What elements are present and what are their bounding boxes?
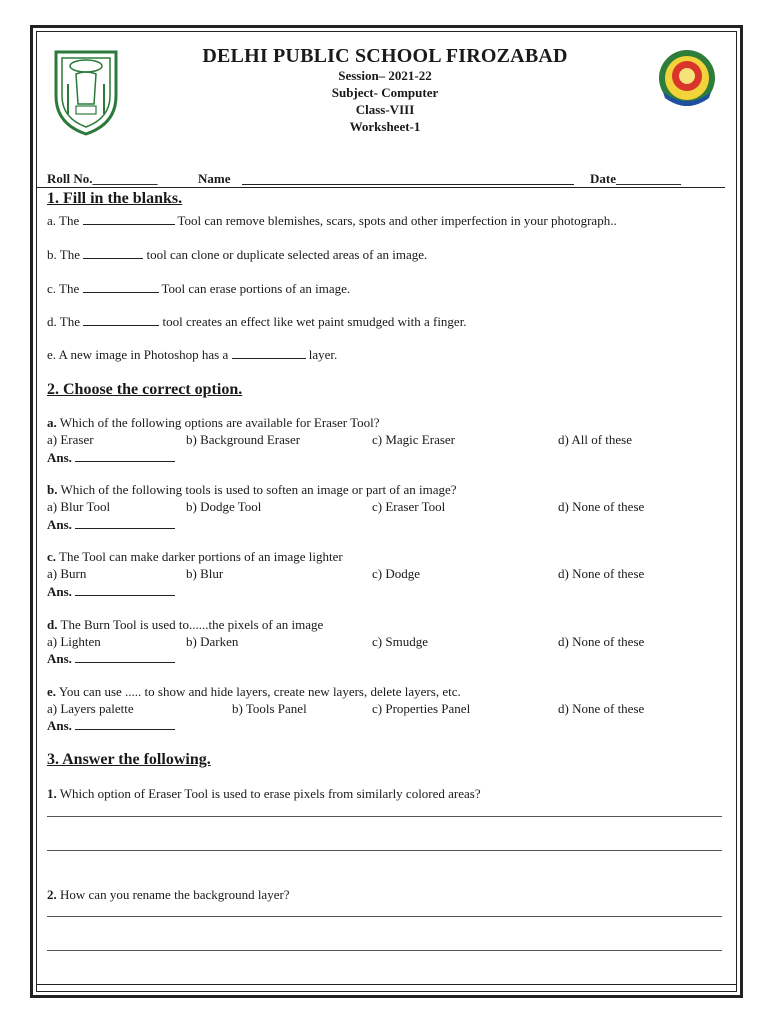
date-label: Date__________ — [590, 171, 681, 186]
option-a[interactable]: a) Blur Tool — [47, 499, 111, 514]
school-name: DELHI PUBLIC SCHOOL FIROZABAD — [202, 45, 568, 67]
blank-line[interactable] — [83, 214, 175, 225]
name-blank — [242, 184, 574, 185]
short-question-1 — [47, 786, 481, 802]
option-d[interactable]: d) None of these — [558, 566, 645, 581]
worksheet-label: Worksheet-1 — [349, 119, 421, 134]
question-number: 2. — [47, 887, 57, 902]
question-number: 1. — [47, 786, 57, 801]
fill-d-post: tool creates an effect like wet paint smudged with a finger. — [162, 314, 467, 329]
fill-c-post: Tool can erase portions of an image. — [161, 281, 351, 296]
option-b[interactable]: b) Blur — [186, 566, 224, 581]
option-b[interactable]: b) Darken — [186, 634, 239, 649]
answer-blank[interactable] — [75, 451, 175, 462]
mcq-question-c — [47, 549, 343, 565]
mcq-text: The Tool can make darker portions of an image lighter — [59, 549, 343, 564]
option-a[interactable]: a) Eraser — [47, 432, 94, 447]
option-a[interactable]: a) Burn — [47, 566, 87, 581]
class-label: Class-VIII — [355, 102, 415, 117]
mcq-question-a — [47, 415, 380, 431]
option-d[interactable]: d) None of these — [558, 499, 645, 514]
question-text: How can you rename the background layer? — [60, 887, 290, 902]
subject-label: Subject- Computer — [331, 85, 439, 100]
answer-line[interactable] — [47, 950, 722, 951]
mcq-letter: b. — [47, 482, 58, 497]
blank-line[interactable] — [83, 248, 143, 259]
fill-e-post: layer. — [308, 347, 338, 362]
option-c[interactable]: c) Eraser Tool — [372, 499, 446, 514]
answer-row — [47, 517, 175, 533]
name-label: Name — [198, 171, 231, 186]
short-question-2 — [47, 887, 290, 903]
option-c[interactable]: c) Smudge — [372, 634, 428, 649]
fill-c-pre: c. The — [47, 281, 80, 296]
ans-label: Ans. — [47, 651, 72, 666]
answer-row — [47, 450, 175, 466]
bottom-divider — [36, 984, 737, 985]
fill-b-post: tool can clone or duplicate selected areas of an image. — [146, 247, 428, 262]
option-c[interactable]: c) Magic Eraser — [372, 432, 456, 447]
mcq-text: You can use ..... to show and hide layers, create new layers, delete layers, etc. — [58, 684, 461, 699]
fill-blank-e — [47, 347, 337, 363]
answer-blank[interactable] — [75, 652, 175, 663]
fill-a-pre: a. The — [47, 213, 80, 228]
ans-label: Ans. — [47, 584, 72, 599]
fill-blank-b — [47, 247, 427, 263]
blank-line[interactable] — [83, 282, 159, 293]
ans-label: Ans. — [47, 517, 72, 532]
mcq-question-e — [47, 684, 461, 700]
question-text: Which option of Eraser Tool is used to erase pixels from similarly colored areas? — [59, 786, 481, 801]
answer-blank[interactable] — [75, 585, 175, 596]
fill-a-post: Tool can remove blemishes, scars, spots and other imperfection in your photograph.. — [177, 213, 617, 228]
mcq-letter: e. — [47, 684, 57, 699]
answer-line[interactable] — [47, 850, 722, 851]
ans-label: Ans. — [47, 718, 72, 733]
mcq-letter: d. — [47, 617, 58, 632]
mcq-question-b — [47, 482, 457, 498]
mcq-text: Which of the following options are available for Eraser Tool? — [59, 415, 380, 430]
header-divider — [36, 187, 725, 188]
option-d[interactable]: d) All of these — [558, 432, 633, 447]
mcq-letter: a. — [47, 415, 57, 430]
blank-line[interactable] — [83, 315, 159, 326]
section2-title: 2. Choose the correct option. — [47, 381, 243, 398]
roll-no-label: Roll No.__________ — [47, 171, 158, 186]
fill-blank-a — [47, 213, 617, 229]
option-d[interactable]: d) None of these — [558, 701, 645, 716]
answer-row — [47, 651, 175, 667]
mcq-text: Which of the following tools is used to soften an image or part of an image? — [60, 482, 457, 497]
fill-blank-d — [47, 314, 467, 330]
ans-label: Ans. — [47, 450, 72, 465]
option-c[interactable]: c) Properties Panel — [372, 701, 471, 716]
answer-row — [47, 718, 175, 734]
section3-title: 3. Answer the following. — [47, 751, 211, 768]
answer-blank[interactable] — [75, 719, 175, 730]
mcq-text: The Burn Tool is used to......the pixels of an image — [60, 617, 324, 632]
mcq-question-d — [47, 617, 323, 633]
answer-line[interactable] — [47, 816, 722, 817]
option-a[interactable]: a) Layers palette — [47, 701, 134, 716]
option-d[interactable]: d) None of these — [558, 634, 645, 649]
session-label: Session– 2021-22 — [338, 68, 432, 83]
fill-b-pre: b. The — [47, 247, 80, 262]
option-b[interactable]: b) Tools Panel — [232, 701, 307, 716]
fill-blank-c — [47, 281, 350, 297]
fill-e-pre: e. A new image in Photoshop has a — [47, 347, 229, 362]
section1-title: 1. Fill in the blanks. — [47, 190, 183, 207]
mcq-letter: c. — [47, 549, 57, 564]
answer-blank[interactable] — [75, 518, 175, 529]
option-b[interactable]: b) Dodge Tool — [186, 499, 262, 514]
fill-d-pre: d. The — [47, 314, 80, 329]
option-b[interactable]: b) Background Eraser — [186, 432, 301, 447]
answer-line[interactable] — [47, 916, 722, 917]
option-a[interactable]: a) Lighten — [47, 634, 101, 649]
answer-row — [47, 584, 175, 600]
blank-line[interactable] — [232, 348, 306, 359]
option-c[interactable]: c) Dodge — [372, 566, 421, 581]
